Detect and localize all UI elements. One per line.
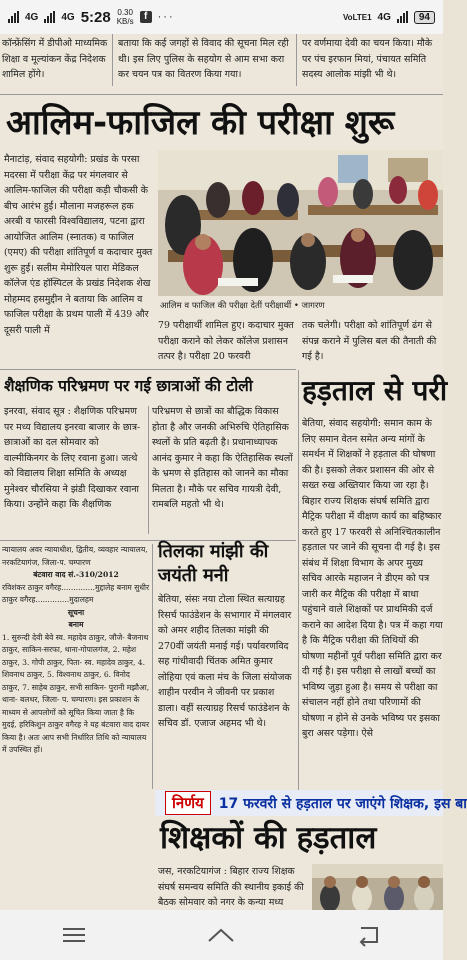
legal-notice-body: 1. सुरुन्दी देवी बेवे स्व. महादेव ठाकुर, जौजे- बैजनाथ ठाकुर, साकिन-सरफा, थाना-गोपालगंज, 2. महेश ठाकुर, 3. गोपी ठाकुर, पिता- स्व. महादेव ठाकुर, 4. शिवनाथ ठाकुर, 5. विश्वनाथ ठाकुर, 6. विनोद ठाकुर, 7. साहेब ठाकुर, सभी साकिन- पुरानी मझौआ, थाना- बलथर, जिला- प. चम्पारण। इस प्रकाशन के माध्यम से आपलोगों को सूचित किया जाता है कि मुदई, हरिकिशुन ठाकुर वगैरह ने यह बंटवारा वाद दायर किया है। अतः आप सभी निर्धारित तिथि को न्यायालय में उपस्थित हों।	[2, 632, 150, 754]
legal-notice-case: बंटवारा वाद सं.-310/2012	[33, 570, 119, 579]
strike-headline: हड़ताल से परी	[302, 374, 448, 407]
tour-headline: शैक्षणिक परिभ्रमण पर गई छात्राओं की टोली	[4, 377, 253, 395]
legal-notice	[2, 544, 150, 924]
volte-indicator: VoLTE1	[342, 12, 372, 22]
clock: 5:28	[80, 8, 111, 26]
column-rule	[148, 406, 149, 534]
status-bar	[0, 0, 443, 34]
column-rule	[296, 34, 297, 86]
column-rule	[298, 370, 299, 790]
back-icon	[358, 925, 380, 945]
meeting-photo	[312, 864, 443, 910]
meeting-illustration	[312, 864, 443, 910]
tilka-story-text: बेतिया, संसः नया टोला स्थित सत्याग्रह रिसर्च फाउंडेशन के सभागार में मंगलवार को अमर शहीद तिलका मांझी की 270वीं जयंती मनाई गई। पर्यावरणविद सह गांधीवादी चिंतक अमित कुमार लोहिया एवं कला मंच के जिला संयोजक शाहीन परवीन ने जीवनी पर प्रकाश डाला। वहीं सत्याग्रह रिसर्च फाउंडेशन के सचिव डॉ. एजाज अहमद भी थे।	[158, 594, 292, 729]
legal-notice-section: सूचना	[67, 607, 85, 617]
signal-icon	[8, 11, 19, 23]
section-rule	[0, 369, 296, 370]
more-notifications-icon: ···	[157, 11, 175, 23]
net-speed: 0.30 KB/s	[116, 8, 134, 26]
tour-story-col1: इनरवा, संवाद सूत्र : शैक्षणिक परिभ्रमण पर मध्य विद्यालय इनरवा बाजार के छात्र-छात्राओं का दल सोमवार को वाल्मीकिनगर के लिए रवाना हुआ। जत्थे को विद्यालय शिक्षा समिति के अध्यक्ष मुनेश्वर चौरसिया ने झंडी दिखाकर रवाना किया। उन्होंने कहा कि शैक्षणिक	[4, 406, 141, 510]
back-button[interactable]	[349, 915, 389, 955]
battery-indicator: 94	[414, 11, 435, 24]
network-type-right: 4G	[377, 11, 391, 23]
top-strip-col3: पर वर्णमाया देवी का चयन किया। मौके पर पंच इरफान मियां, पंचायत समिति सदस्य आलोक मांझी भी थे।	[302, 38, 433, 80]
legal-notice-parties: रविशंकर ठाकुर वगैरह..............मुद्दालेह बनाम सुधीर ठाकुर वगैरह..............मुदालहम	[2, 582, 150, 604]
exam-photo	[158, 150, 443, 296]
main-story-text: मैनाटांड़, संवाद सहयोगी: प्रखंड के परसा मदरसा में परीक्षा केंद्र पर मंगलवार से आलिम-फाजिल की परीक्षा कड़ी चौकसी के बीच आरंभ हुई। मौलाना मजहरूल हक अरबी व फारसी विश्वविद्यालय, पटना द्वारा आयोजित आलिम (स्नातक) व फाजिल (एमए) की परीक्षा शांतिपूर्ण व कदाचार मुक्त शुरू हुई। सलीम मेमोरियल पारा मेडिकल कॉलेज एंड हॉस्पिटल के प्रखंड निदेशक शेख मोहम्मद हसमुद्दीन ने बताया कि आलिम व फाजिल परीक्षा के प्रथम पाली में 439 और दूसरी पाली में	[4, 154, 153, 336]
tilka-headline-line2: जयंती मनी	[158, 565, 229, 586]
legal-notice-header: न्यायालय अवर न्यायाधीश, द्वितीय, व्यवहार न्यायालय, नरकटियागंज, जिला-प. चम्पारण	[2, 545, 148, 567]
menu-icon	[63, 927, 85, 943]
decision-text: 17 फरवरी से हड़ताल पर जाएंगे शिक्षक, इस बा	[218, 795, 467, 812]
bottom-headline: शिक्षकों की हड़ताल	[160, 820, 377, 856]
exam-hall-illustration	[158, 150, 443, 296]
top-strip-col1: कॉन्फ्रेंसिंग में डीपीओ माध्यमिक शिक्षा व मूल्यांकन केंद्र निदेशक शामिल होंगे।	[2, 38, 108, 80]
signal-icon-2	[44, 11, 55, 23]
home-icon	[208, 928, 234, 942]
column-rule	[152, 544, 153, 789]
tour-story-col2: परिभ्रमण से छात्रों का बौद्धिक विकास होता है और जनकी अभिरुचि ऐतिहासिक स्थलों के प्रति बढ़ती है। प्रधानाध्यापक आनंद कुमार ने कहा कि ऐतिहासिक स्थलों के भ्रमण से इतिहास को जानने का मौका मिलता है। मौके पर सचिव गायत्री देवी, रामबलि महतो भी थे।	[152, 406, 293, 510]
decision-tag: निर्णय	[165, 791, 211, 815]
decision-band	[155, 790, 467, 816]
top-strip-col2: बताया कि कई जगहों से विवाद की सूचना मिल रही थी। इस लिए पुलिस के सहयोग से आम सभा करा कर चयन पत्र का वितरण किया गया।	[118, 38, 289, 80]
strike-story-text: बेतिया, संवाद सहयोगी: समान काम के लिए समान वेतन समेत अन्य मांगों के समर्थन में शिक्षकों ने हड़ताल की घोषणा की है। इसको लेकर प्रशासन की ओर से सख्त रुख अख्तियार किया जा रहा है। बिहार राज्य शिक्षक संघर्ष समिति द्वारा मैट्रिक परीक्षा में वीक्षण कार्य का बहिष्कार करते हुए 17 फरवरी से अनिश्चितकालीन हड़ताल पर जाने की सूचना दी गई है। इस संबंध में शिक्षा विभाग के अपर मुख्य सचिव आरके महाजन ने डीएम को पत्र जारी कर मैट्रिक की परीक्षा में बाधा पहुंचाने वाले शिक्षकों पर प्राथमिकी दर्ज कराने का आदेश दिया है। पत्र में कहा गया है कि मैट्रिक परीक्षा की तिथियों की घोषणा महीनों पूर्व परीक्षा समिति द्वारा कर दी गई है। इस परीक्षा से लाखों बच्चों का भविष्य जुड़ा हुआ है। समय से परीक्षा का संचालन नहीं होने तथा परिणामों की घोषणा न होने से उनके भविष्य पर इसका बुरा असर पड़ेगा। ऐसे	[302, 418, 443, 739]
newspaper-page[interactable]	[0, 34, 467, 910]
menu-button[interactable]	[54, 915, 94, 955]
photo-caption: आलिम व फाजिल की परीक्षा देतीं परीक्षार्थी • जागरण	[160, 301, 325, 311]
legal-notice-versus: बनाम	[68, 620, 84, 629]
main-headline: आलिम-फाजिल की परीक्षा शुरू	[6, 103, 395, 143]
navigation-bar	[0, 910, 443, 960]
column-rule	[112, 34, 113, 86]
section-rule	[0, 94, 443, 95]
main-story-text-3: तक चलेगी। परीक्षा को शांतिपूर्ण ढंग से संपन्न कराने में पुलिस बल की तैनाती की गई है।	[302, 320, 437, 362]
main-story-text-2: 79 परीक्षार्थी शामिल हुए। कदाचार मुक्त परीक्षा कराने को लेकर कॉलेज प्रशासन तत्पर है। परीक्षा 20 फरवरी	[158, 320, 294, 362]
network-type-2: 4G	[61, 11, 75, 23]
tilka-headline-line1: तिलका मांझी की	[158, 541, 269, 562]
facebook-icon: f	[140, 11, 152, 23]
home-button[interactable]	[201, 915, 241, 955]
signal-icon-right	[397, 11, 408, 23]
network-type-1: 4G	[25, 11, 39, 23]
bottom-story-text: जस, नरकटियागंज : बिहार राज्य शिक्षक संघर्ष समन्वय समिति की स्थानीय इकाई की बैठक सोमवार को नगर के कन्या मध्य	[158, 866, 304, 908]
